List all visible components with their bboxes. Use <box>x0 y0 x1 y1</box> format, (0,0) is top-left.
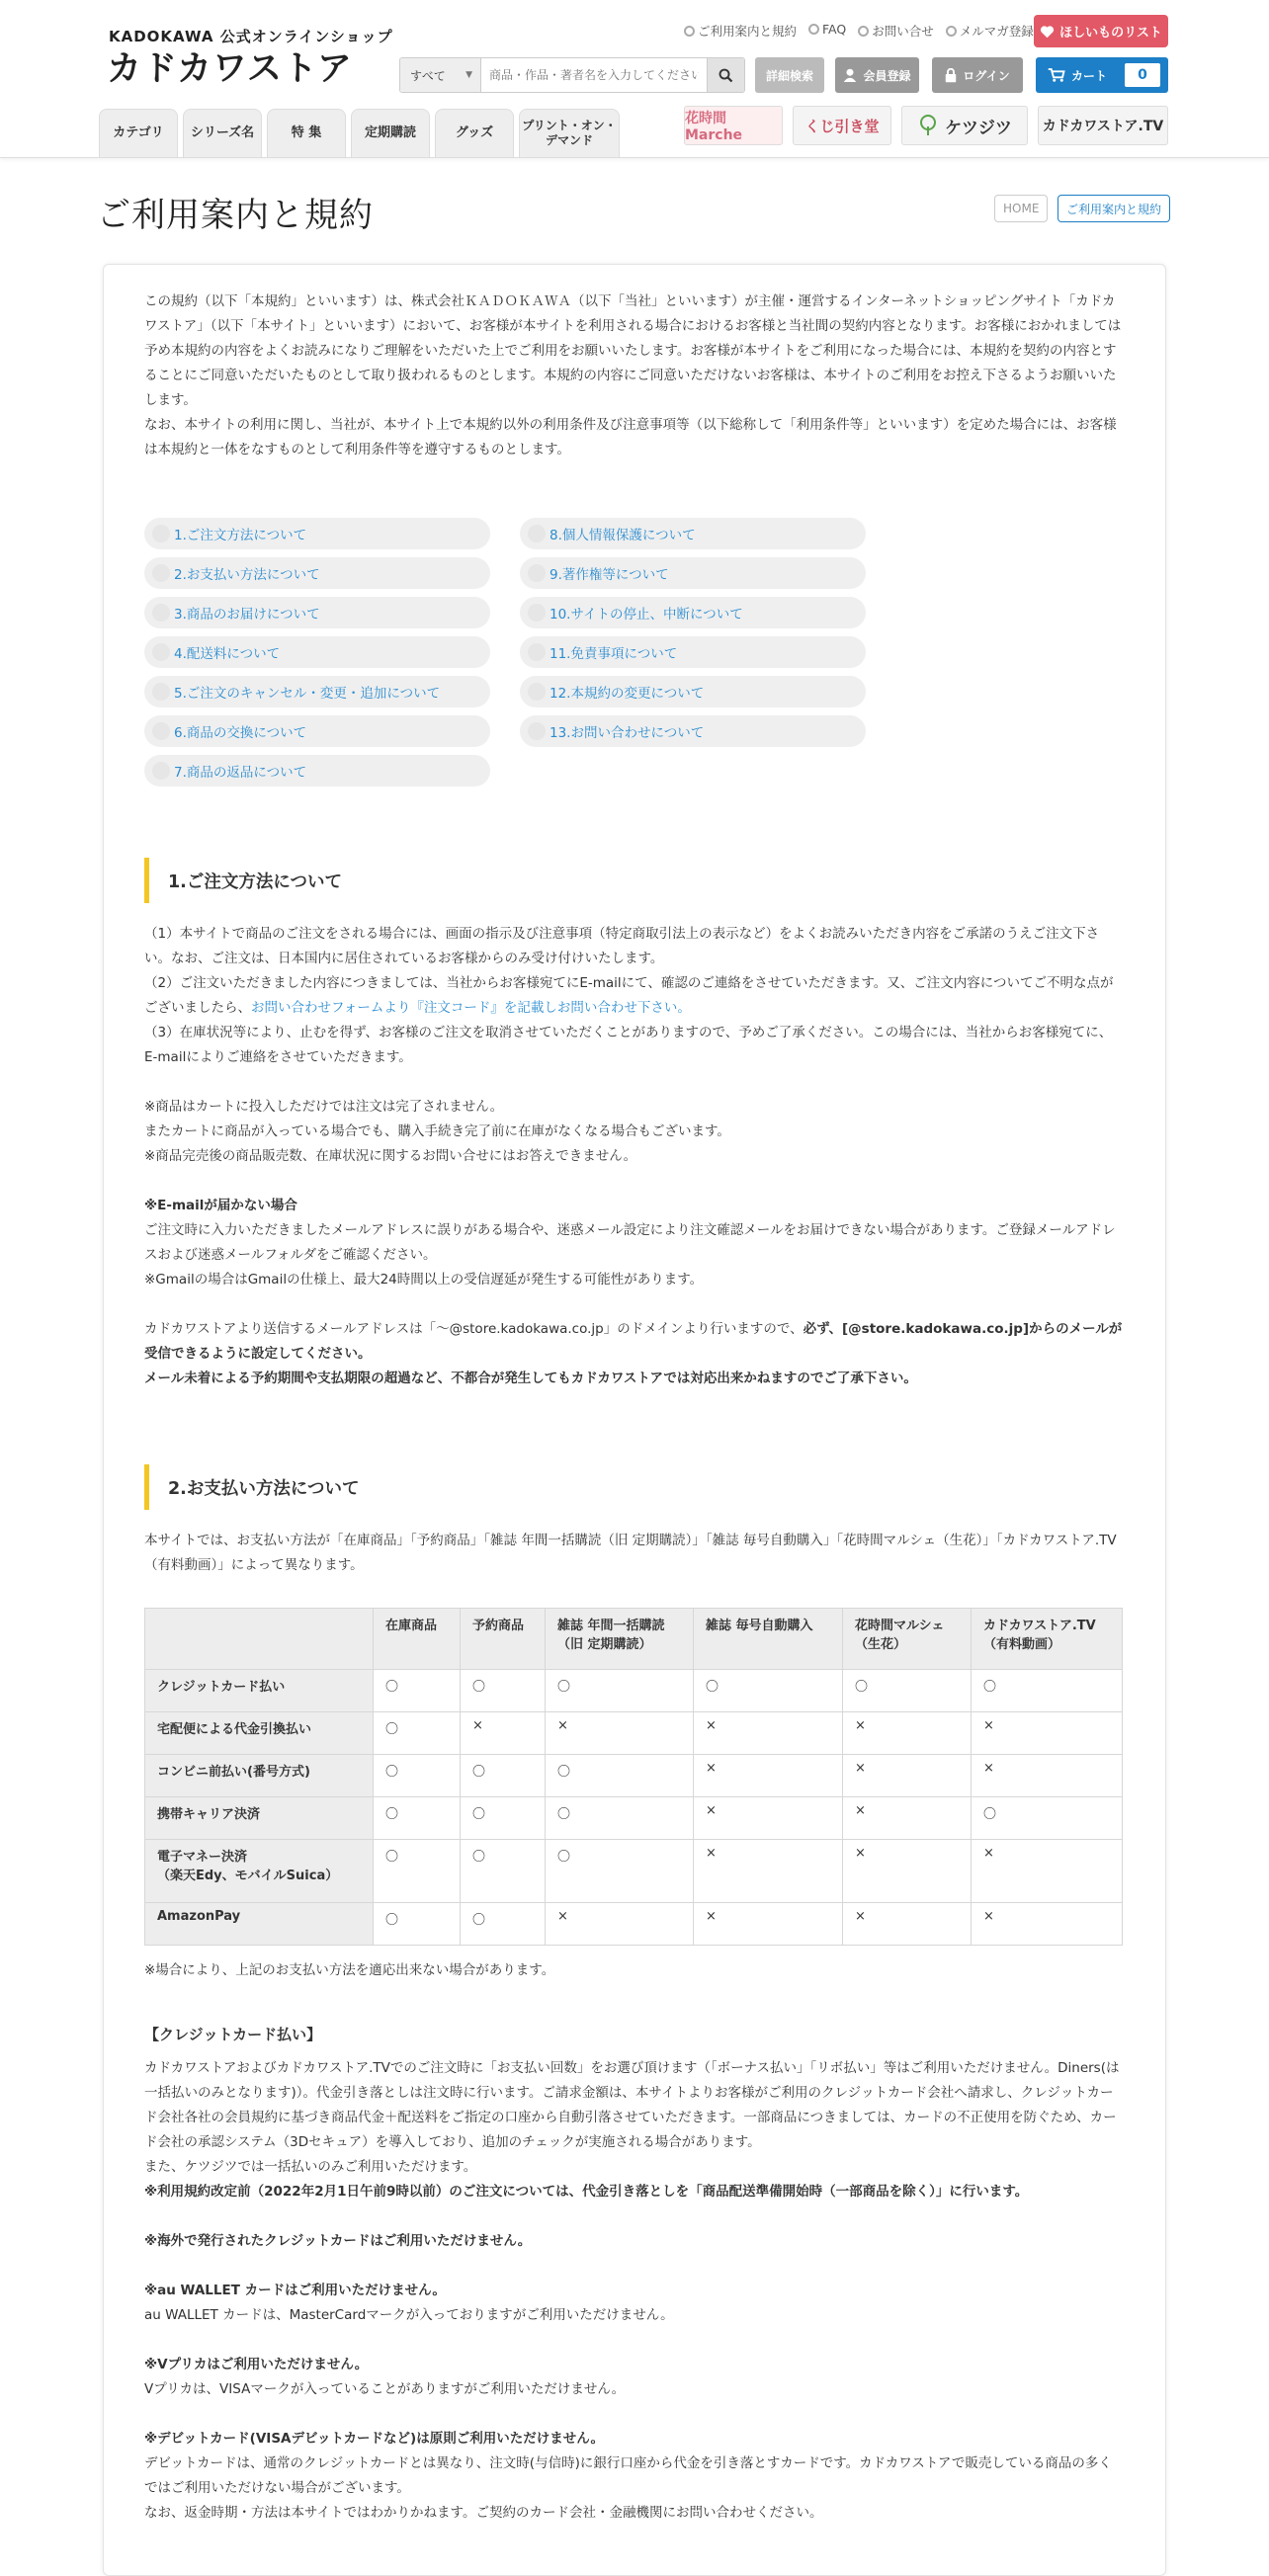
availability-cell: × <box>694 1755 843 1797</box>
table-row <box>145 1903 1123 1946</box>
payment-methods-table <box>144 1608 1123 1946</box>
site-logo[interactable]: カドカワストア <box>107 49 353 89</box>
payment-method-name: 電子マネー決済 （楽天Edy、モバイルSuica） <box>145 1840 374 1903</box>
table-header-cell <box>145 1609 374 1670</box>
partner-kujibikido[interactable]: くじ引き堂 <box>793 106 891 145</box>
advanced-search-button[interactable]: 詳細検索 <box>755 57 824 93</box>
email-note-text: ※Gmailの場合はGmailの仕様上、最大24時間以上の受信遅延が発生する可能性があります。 <box>144 1272 704 1288</box>
nav-tab-category[interactable]: カテゴリ <box>99 109 178 157</box>
domain-note <box>144 1317 1123 1367</box>
section-1-body <box>144 922 1123 1391</box>
credit-paragraph: デビットカードは、通常のクレジットカードとは異なり、注文時(与信時)に銀行口座から代金を引き落とすカードです。カドカワストアで販売している商品の多くではご利用いただけない場合がございます。 <box>144 2455 1112 2496</box>
availability-cell: 〇 <box>972 1797 1123 1840</box>
credit-card-heading: 【クレジットカード払い】 <box>144 2026 322 2043</box>
breadcrumb-current: ご利用案内と規約 <box>1058 195 1170 222</box>
availability-cell: 〇 <box>694 1670 843 1712</box>
availability-cell: × <box>972 1840 1123 1903</box>
payment-method-name: コンビニ前払い(番号方式) <box>145 1755 374 1797</box>
util-link-label: ご利用案内と規約 <box>698 24 798 39</box>
availability-cell: 〇 <box>546 1755 694 1797</box>
payment-method-name: クレジットカード払い <box>145 1670 374 1712</box>
availability-cell: × <box>546 1903 694 1946</box>
availability-cell: × <box>843 1755 972 1797</box>
availability-cell: 〇 <box>546 1797 694 1840</box>
circle-icon <box>858 26 869 37</box>
intro-paragraph: なお、本サイトの利用に関し、当社が、本サイト上で本規約以外の利用条件及び注意事項等（以下総称して「利用条件等」といいます）を定めた場合には、お客様は本規約と一体をなすものとして利用条件等を遵守するものとします。 <box>144 417 1117 457</box>
payment-method-name: AmazonPay <box>145 1903 374 1946</box>
util-link-label: FAQ <box>822 22 847 37</box>
availability-cell: × <box>694 1903 843 1946</box>
availability-cell: 〇 <box>546 1840 694 1903</box>
availability-cell: 〇 <box>461 1840 546 1903</box>
site-header <box>0 0 1269 158</box>
table-header-cell: 予約商品 <box>461 1609 546 1670</box>
table-header-cell: 雑誌 毎号自動購入 <box>694 1609 843 1670</box>
toc-link[interactable]: 8.個人情報保護について <box>520 518 866 549</box>
toc-link[interactable]: 4.配送料について <box>144 636 490 668</box>
order-rule-2 <box>144 971 1123 1021</box>
payment-note: ※場合により、上記のお支払い方法を適応出来ない場合があります。 <box>144 1962 555 1978</box>
cart-count-badge: 0 <box>1125 63 1160 87</box>
toc-link[interactable]: 1.ご注文方法について <box>144 518 490 549</box>
nav-tab-print-on-demand[interactable]: プリント・オン・デマンド <box>519 109 620 157</box>
partner-label: ケツジツ <box>945 118 1012 138</box>
search-category-value: すべて <box>410 68 446 83</box>
availability-cell: × <box>461 1712 546 1755</box>
toc-link[interactable]: 10.サイトの停止、中断について <box>520 597 866 628</box>
search-icon <box>719 68 733 83</box>
cart-label: カート <box>1071 68 1108 83</box>
credit-paragraph: カドカワストアおよびカドカワストア.TVでのご注文時に「お支払い回数」をお選び頂けます（「ボーナス払い」「リボ払い」等はご利用いただけません。Diners(は一括払いのみとなります)）。代金引き落としは注文時に行います。ご請求金額は、本サイトよりお客様がご利用のクレジットカード会社へ請求し、クレジットカード会社各社の会員規約に基づき商品代金＋配送料をご指定の口座から自動引落させていただきます。一部商品につきましては、カードの不正使用を防ぐため、カード会社の承認システム（3Dセキュア）を導入しており、追加のチェックが実施される場合があります。 <box>144 2060 1120 2150</box>
note-line: ※商品完売後の商品販売数、在庫状況に関するお問い合せにはお答えできません。 <box>144 1148 637 1164</box>
credit-paragraph: なお、返金時期・方法は本サイトではわかりかねます。ご契約のカード会社・金融機関にお問い合わせください。 <box>144 2505 823 2521</box>
availability-cell: × <box>843 1712 972 1755</box>
table-row <box>145 1755 1123 1797</box>
availability-cell: 〇 <box>374 1903 461 1946</box>
heart-icon <box>1040 25 1055 39</box>
toc-link[interactable]: 9.著作権等について <box>520 557 866 589</box>
availability-cell: × <box>843 1797 972 1840</box>
chevron-down-icon: ▼ <box>465 70 472 80</box>
cart-button[interactable] <box>1036 57 1168 93</box>
payment-intro: 本サイトでは、お支払い方法が「在庫商品」「予約商品」「雑誌 年間一括購読（旧 定期購読）」「雑誌 毎号自動購入」「花時間マルシェ（生花）」「カドカワストア.TV（有料動画）」によって異なります。 <box>144 1533 1117 1573</box>
toc-link[interactable]: 5.ご注文のキャンセル・変更・追加について <box>144 676 490 707</box>
user-icon <box>843 68 857 82</box>
util-link-contact[interactable] <box>858 22 934 40</box>
order-rule-1: （1）本サイトで商品のご注文をされる場合には、画面の指示及び注意事項（特定商取引法上の表示など）をよくお読みいただき内容をご承諾のうえご注文下さい。なお、ご注文は、日本国内に居住されているお客様からのみ受け付けいたします。 <box>144 926 1100 966</box>
search-category-select[interactable] <box>400 58 481 92</box>
nav-tab-subscription[interactable]: 定期購読 <box>351 109 430 157</box>
table-row <box>145 1670 1123 1712</box>
domain-warning: メール未着による予約期間や支払期限の超過など、不都合が発生してもカドカワストアでは対応出来かねますのでご了承下さい。 <box>144 1371 917 1386</box>
domain-note-bold: 必ず、[@store.kadokawa.co.jp]からのメールが受信できるように設定してください。 <box>144 1321 1123 1362</box>
register-button[interactable] <box>835 57 919 93</box>
wishlist-button[interactable] <box>1034 15 1168 47</box>
availability-cell: × <box>972 1903 1123 1946</box>
availability-cell: 〇 <box>461 1797 546 1840</box>
login-label: ログイン <box>963 68 1010 83</box>
logo-subtitle[interactable]: KADOKAWA 公式オンラインショップ <box>109 28 393 45</box>
intro-paragraph: この規約（以下「本規約」といいます）は、株式会社ＫＡＤＯＫＡＷＡ（以下「当社」といいます）が主催・運営するインターネットショッピングサイト「カドカワストア」（以下「本サイト」といいます）において、お客様が本サイトを利用される場合におけるお客様と当社間の契約内容となります。お客様におかれましては予め本規約の内容をよくお読みになりご理解をいただいた上でご利用をお願いいたします。お客様が本サイトをご利用になった場合には、本規約を契約の内容とすることにご同意いただいたものとして取り扱われるものとします。本規約の内容にご同意いただけないお客様は、本サイトのご利用をお控え下さるようお願いいたします。 <box>144 293 1122 408</box>
availability-cell: × <box>972 1712 1123 1755</box>
util-link-label: メルマガ登録 <box>959 24 1034 39</box>
payment-method-name: 携帯キャリア決済 <box>145 1797 374 1840</box>
intro-text <box>144 290 1123 462</box>
util-link-faq[interactable] <box>808 22 846 40</box>
breadcrumb-home[interactable]: HOME <box>994 195 1048 222</box>
credit-note-bold: ※Vプリカはご利用いただけません。 <box>144 2357 369 2372</box>
utility-links <box>684 22 1034 40</box>
nav-tab-goods[interactable]: グッズ <box>435 109 514 157</box>
circle-icon <box>946 26 957 37</box>
availability-cell: 〇 <box>374 1797 461 1840</box>
search-bar <box>399 57 745 93</box>
credit-note-bold: ※デビットカード(VISAデビットカードなど)は原則ご利用いただけません。 <box>144 2431 605 2447</box>
register-label: 会員登録 <box>863 68 911 83</box>
toc-link[interactable]: 3.商品のお届けについて <box>144 597 490 628</box>
table-row <box>145 1797 1123 1840</box>
availability-cell: 〇 <box>461 1903 546 1946</box>
credit-paragraph: au WALLET カードは、MasterCardマークが入っておりますがご利用いただけません。 <box>144 2307 674 2323</box>
availability-cell: 〇 <box>374 1840 461 1903</box>
cart-icon <box>1048 67 1065 83</box>
util-link-label: お問い合せ <box>872 24 934 39</box>
table-header-cell: 雑誌 年間一括購読 （旧 定期購読） <box>546 1609 694 1670</box>
toc-link[interactable]: 6.商品の交換について <box>144 715 490 747</box>
credit-note-bold: ※海外で発行されたクレジットカードはご利用いただけません。 <box>144 2233 532 2249</box>
nav-tab-feature[interactable]: 特 集 <box>267 109 346 157</box>
partner-kadokawastore-tv[interactable]: カドカワストア.TV <box>1038 106 1168 145</box>
availability-cell: 〇 <box>374 1755 461 1797</box>
availability-cell: 〇 <box>972 1670 1123 1712</box>
availability-cell: × <box>546 1712 694 1755</box>
availability-cell: × <box>694 1797 843 1840</box>
availability-cell: × <box>694 1840 843 1903</box>
util-link-newsletter[interactable] <box>946 22 1034 40</box>
table-header-cell: 花時間マルシェ （生花） <box>843 1609 972 1670</box>
note-line: またカートに商品が入っている場合でも、購入手続き完了前に在庫がなくなる場合もございます。 <box>144 1123 730 1139</box>
table-header-cell: 在庫商品 <box>374 1609 461 1670</box>
payment-method-name: 宅配便による代金引換払い <box>145 1712 374 1755</box>
availability-cell: × <box>843 1840 972 1903</box>
availability-cell: 〇 <box>843 1670 972 1712</box>
availability-cell: 〇 <box>374 1670 461 1712</box>
order-rule-3: （3）在庫状況等により、止むを得ず、お客様のご注文を取消させていただくことがありますので、予めご了承ください。この場合には、当社からお客様宛てに、E-mailによりご連絡をさせていただきます。 <box>144 1025 1113 1065</box>
email-note-text: ご注文時に入力いただきましたメールアドレスに誤りがある場合や、迷惑メール設定により注文確認メールをお届けできない場合があります。ご登録メールアドレスおよび迷惑メールフォルダをご確認ください。 <box>144 1222 1116 1263</box>
table-header-cell: カドカワストア.TV （有料動画） <box>972 1609 1123 1670</box>
toc-link[interactable]: 7.商品の返品について <box>144 755 490 787</box>
availability-cell: × <box>694 1712 843 1755</box>
domain-note-text: カドカワストアより送信するメールアドレスは「〜@store.kadokawa.co.jp」のドメインより行いますので、 <box>144 1321 804 1337</box>
tree-icon <box>917 115 939 136</box>
payment-table-body <box>145 1670 1123 1946</box>
table-row <box>145 1712 1123 1755</box>
availability-cell: 〇 <box>461 1755 546 1797</box>
order-rule-2-text: （2）ご注文いただきました内容につきましては、当社からお客様宛てにE-mailにて、確認のご連絡をさせていただきます。又、ご注文内容についてご不明な点がございましたら、 <box>144 975 1114 1016</box>
contact-form-link[interactable]: お問い合わせフォームより『注文コード』を記載しお問い合わせ下さい。 <box>251 1000 691 1016</box>
availability-cell: × <box>843 1903 972 1946</box>
search-input[interactable] <box>481 58 707 92</box>
note-line: ※商品はカートに投入しただけでは注文は完了されません。 <box>144 1099 504 1115</box>
availability-cell: 〇 <box>374 1712 461 1755</box>
credit-note-bold: ※利用規約改定前（2022年2月1日午前9時以前）のご注文については、代金引き落としを「商品配送準備開始時（一部商品を除く）」に行います。 <box>144 2184 1029 2200</box>
table-row <box>145 1840 1123 1903</box>
section-heading-2: 2.お支払い方法について <box>144 1464 1123 1510</box>
table-header-row <box>145 1609 1123 1670</box>
partner-hanajikan[interactable]: 花時間 Marche <box>684 106 783 145</box>
email-note-heading: ※E-mailが届かない場合 <box>144 1198 297 1213</box>
circle-icon <box>684 26 695 37</box>
section-heading-1: 1.ご注文方法について <box>144 858 1123 903</box>
credit-card-section <box>144 2023 1123 2526</box>
credit-paragraph: Vプリカは、VISAマークが入っていることがありますがご利用いただけません。 <box>144 2381 626 2397</box>
toc-link[interactable]: 11.免責事項について <box>520 636 866 668</box>
nav-tab-series[interactable]: シリーズ名 <box>183 109 262 157</box>
wishlist-label: ほしいものリスト <box>1059 26 1162 41</box>
page-title: ご利用案内と規約 <box>97 196 374 235</box>
partner-ketsujitsu[interactable] <box>901 106 1028 145</box>
circle-icon <box>808 24 819 35</box>
availability-cell: × <box>972 1755 1123 1797</box>
lock-icon <box>945 68 957 83</box>
credit-note-bold: ※au WALLET カードはご利用いただけません。 <box>144 2283 446 2298</box>
availability-cell: 〇 <box>546 1670 694 1712</box>
main-nav <box>99 109 620 157</box>
search-button[interactable] <box>707 58 744 92</box>
toc-link[interactable]: 12.本規約の変更について <box>520 676 866 707</box>
util-link-guide[interactable] <box>684 22 797 40</box>
login-button[interactable] <box>932 57 1023 93</box>
toc-link[interactable]: 2.お支払い方法について <box>144 557 490 589</box>
toc-link[interactable]: 13.お問い合わせについて <box>520 715 866 747</box>
availability-cell: 〇 <box>461 1670 546 1712</box>
credit-paragraph: また、ケツジツでは一括払いのみご利用いただけます。 <box>144 2159 477 2175</box>
